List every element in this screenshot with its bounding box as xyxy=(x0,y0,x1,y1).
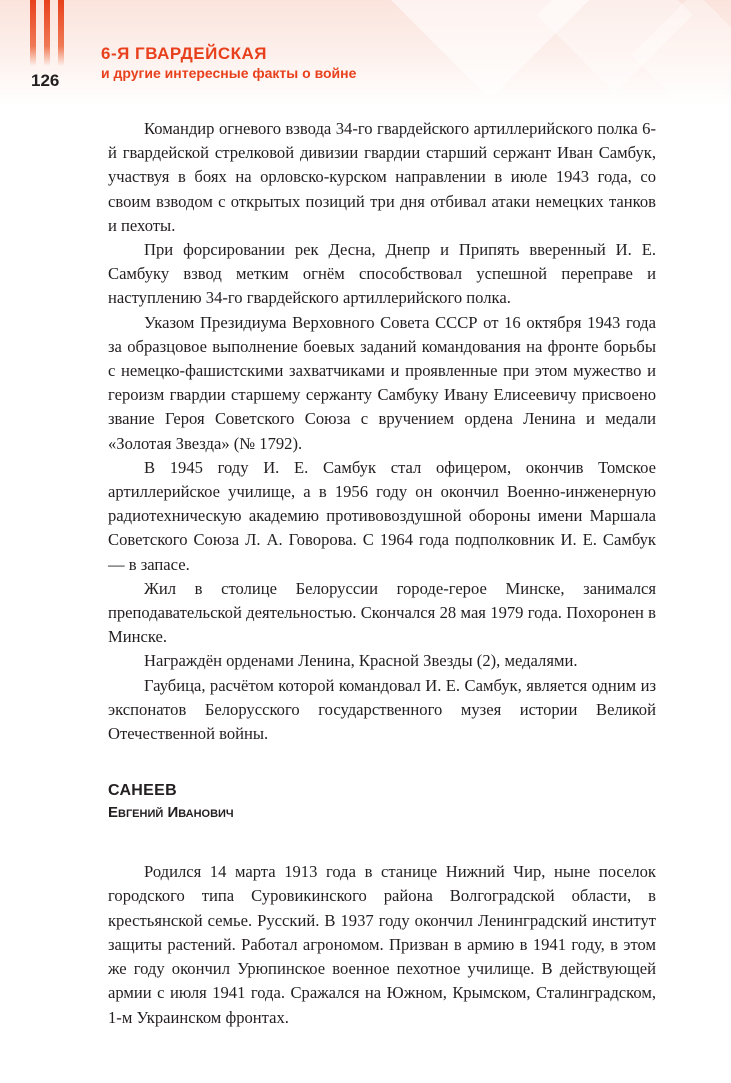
running-title-main: 6-Я ГВАРДЕЙСКАЯ xyxy=(101,44,267,63)
decorative-stripes xyxy=(30,0,70,66)
running-title xyxy=(101,44,356,83)
paragraph: Жил в столице Белоруссии городе-герое Минске, занимался преподавательской деятельностью. Скончался 28 мая 1979 года. Похоронен в Минске. xyxy=(108,578,656,647)
paragraph: Награждён орденами Ленина, Красной Звезды (2), медалями. xyxy=(144,651,578,671)
biography xyxy=(108,860,656,1029)
person-heading xyxy=(108,780,656,824)
person-surname: САНЕЕВ xyxy=(108,782,177,800)
running-title-sub: и другие интересные факты о войне xyxy=(101,65,357,81)
paragraph: Указом Президиума Верховного Совета СССР от 16 октября 1943 года за образцовое выполнение боевых заданий командования на фронте борьбы с немецко-фашистскими захватчиками и проявленные при этом мужество и героизм гвардии старшему сержанту Самбуку Ивану Елисеевичу присвоено звание Героя Советского Союза с вручением ордена Ленина и медали «Золотая Звезда» (№ 1792). xyxy=(108,312,656,453)
paragraph: Гаубица, расчётом которой командовал И. Е. Самбук, является одним из экспонатов Белорусского государственного музея истории Великой Отечественной войны. xyxy=(108,675,656,744)
paragraph: В 1945 году И. Е. Самбук стал офицером, окончив Томское артиллерийское училище, а в 1956 году он окончил Военно-инженерную радиотехническую академию противовоздушной обороны имени Маршала Советского Союза Л. А. Говорова. С 1964 года подполковник И. Е. Самбук — в запасе. xyxy=(108,457,656,574)
paragraph: При форсировании рек Десна, Днепр и Припять вверенный И. Е. Самбуку взвод метким огнём способствовал успешной переправе и наступлению 34-го гвардейского артиллерийского полка. xyxy=(108,240,656,308)
person-given-name: Евгений Иванович xyxy=(108,804,234,822)
main-text xyxy=(108,117,656,1030)
paragraph: Родился 14 марта 1913 года в станице Нижний Чир, ныне поселок городского типа Суровикинского района Волгоградской области, в крестьянской семье. Русский. В 1937 году окончил Ленинградский институт защиты растений. Работал агрономом. Призван в армию в 1941 году, в этом же году окончил Урюпинское военное пехотное училище. В действующей армии с июля 1941 года. Сражался на Южном, Крымском, Сталинградском, 1-м Украинском фронтах. xyxy=(108,862,656,1027)
paragraph: Командир огневого взвода 34-го гвардейского артиллерийского полка 6-й гвардейской стрелковой дивизии гвардии старший сержант Иван Самбук, участвуя в боях на орловско-курском направлении в июле 1943 года, со своим взводом с открытых позиций три дня отбивал атаки немецких танков и пехоты. xyxy=(108,119,656,235)
page-number: 126 xyxy=(31,71,60,90)
